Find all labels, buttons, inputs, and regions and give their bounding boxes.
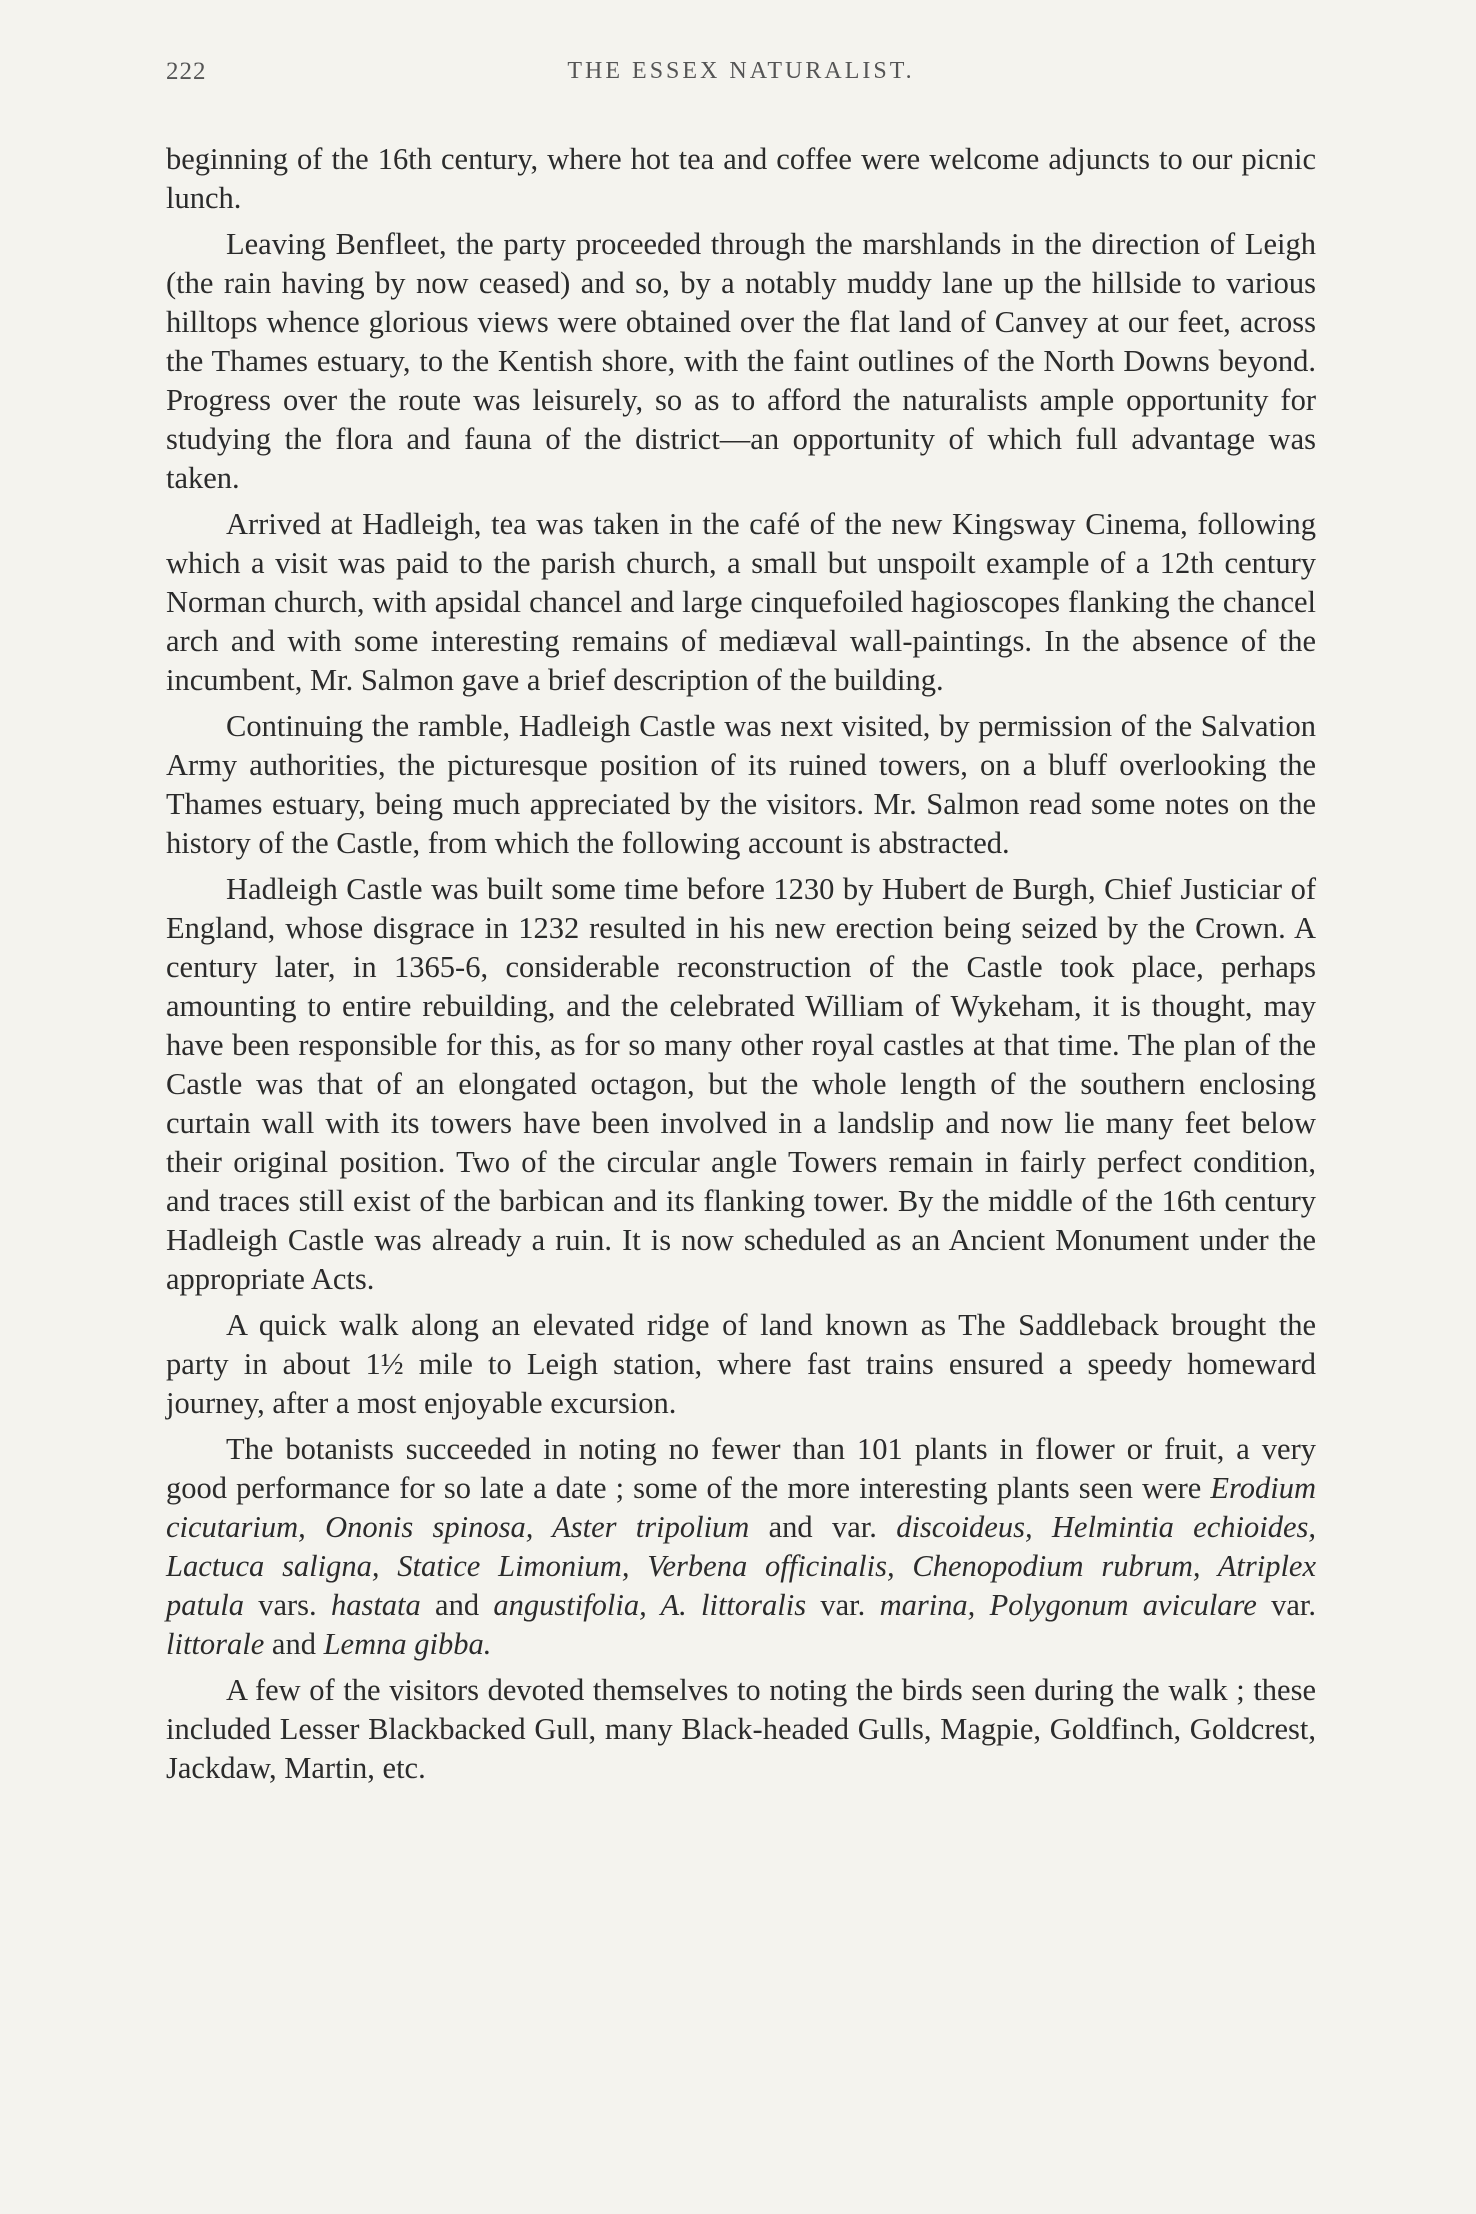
- plant-names: Erodium cicutarium, Ononis spinosa, Aster tripolium: [166, 1471, 1316, 1544]
- page-number: 222: [166, 58, 207, 85]
- botanists-text: vars.: [243, 1588, 331, 1622]
- running-title: THE ESSEX NATURALIST.: [567, 58, 915, 84]
- botanists-text: The botanists succeeded in noting no fewer than 101 plants in flower or fruit, a very good performance for so late a date ; some of the more interesting plants seen were: [166, 1432, 1316, 1505]
- paragraph-saddleback-walk: A quick walk along an elevated ridge of land known as The Saddleback brought the party in about 1½ mile to Leigh station, where fast trains ensured a speedy homeward journey, after a most enjoyable excursion.: [166, 1308, 1316, 1420]
- plant-names: hastata: [330, 1588, 421, 1622]
- paragraph-hadleigh-church: Arrived at Hadleigh, tea was taken in the café of the new Kingsway Cinema, following which a visit was paid to the parish church, a small but unspoilt example of a 12th century Norman church, with apsidal chancel and large cinquefoiled hagioscopes flanking the chancel arch and with some interesting remains of mediæval wall-paintings. In the absence of the incumbent, Mr. Salmon gave a brief description of the building.: [166, 507, 1316, 697]
- plant-names: Lemna gibba.: [323, 1627, 492, 1661]
- plant-names: marina, Polygonum aviculare: [879, 1588, 1257, 1622]
- plant-names: angustifolia, A. littoralis: [493, 1588, 807, 1622]
- plant-names: littorale: [166, 1627, 265, 1661]
- botanists-text: and: [264, 1627, 324, 1661]
- paragraph-castle-history: Hadleigh Castle was built some time before 1230 by Hubert de Burgh, Chief Justiciar of England, whose disgrace in 1232 resulted in his new erection being seized by the Crown. A century later, in 1365-6, considerable reconstruction of the Castle took place, perhaps amounting to entire rebuilding, and the celebrated William of Wykeham, it is thought, may have been responsible for this, as for so many other royal castles at that time. The plan of the Castle was that of an elongated octagon, but the whole length of the southern enclosing curtain wall with its towers have been involved in a landslip and now lie many feet below their original position. Two of the circular angle Towers remain in fairly perfect condition, and traces still exist of the barbican and its flanking tower. By the middle of the 16th century Hadleigh Castle was already a ruin. It is now scheduled as an Ancient Monument under the appropriate Acts.: [166, 872, 1316, 1296]
- paragraph-botanists: [166, 1430, 1316, 1664]
- book-page: [166, 58, 1316, 1795]
- botanists-text: and: [420, 1588, 494, 1622]
- botanists-text: var.: [1256, 1588, 1317, 1622]
- botanists-text: and var.: [749, 1510, 897, 1544]
- body-text: [166, 140, 1316, 1788]
- paragraph-leaving-benfleet: Leaving Benfleet, the party proceeded through the marshlands in the direction of Leigh (the rain having by now ceased) and so, by a notably muddy lane up the hillside to various hilltops whence glorious views were obtained over the flat land of Canvey at our feet, across the Thames estuary, to the Kentish shore, with the faint outlines of the North Downs beyond. Progress over the route was leisurely, so as to afford the naturalists ample opportunity for studying the flora and fauna of the district—an opportunity of which full advantage was taken.: [166, 227, 1316, 495]
- running-head: [166, 58, 1316, 98]
- botanists-text: var.: [806, 1588, 880, 1622]
- paragraph-picnic-lunch: beginning of the 16th century, where hot tea and coffee were welcome adjuncts to our picnic lunch.: [166, 142, 1316, 215]
- plant-names: discoideus, Helmintia echioides, Lactuca saligna, Statice Limonium, Verbena officinalis, Chenopodium rubrum, Atriplex patula: [166, 1510, 1316, 1622]
- paragraph-castle-visit: Continuing the ramble, Hadleigh Castle was next visited, by permission of the Salvation Army authorities, the picturesque position of its ruined towers, on a bluff overlooking the Thames estuary, being much appreciated by the visitors. Mr. Salmon read some notes on the history of the Castle, from which the following account is abstracted.: [166, 709, 1316, 860]
- paragraph-birds: A few of the visitors devoted themselves to noting the birds seen during the walk ; these included Lesser Blackbacked Gull, many Black-headed Gulls, Magpie, Goldfinch, Goldcrest, Jackdaw, Martin, etc.: [166, 1673, 1316, 1785]
